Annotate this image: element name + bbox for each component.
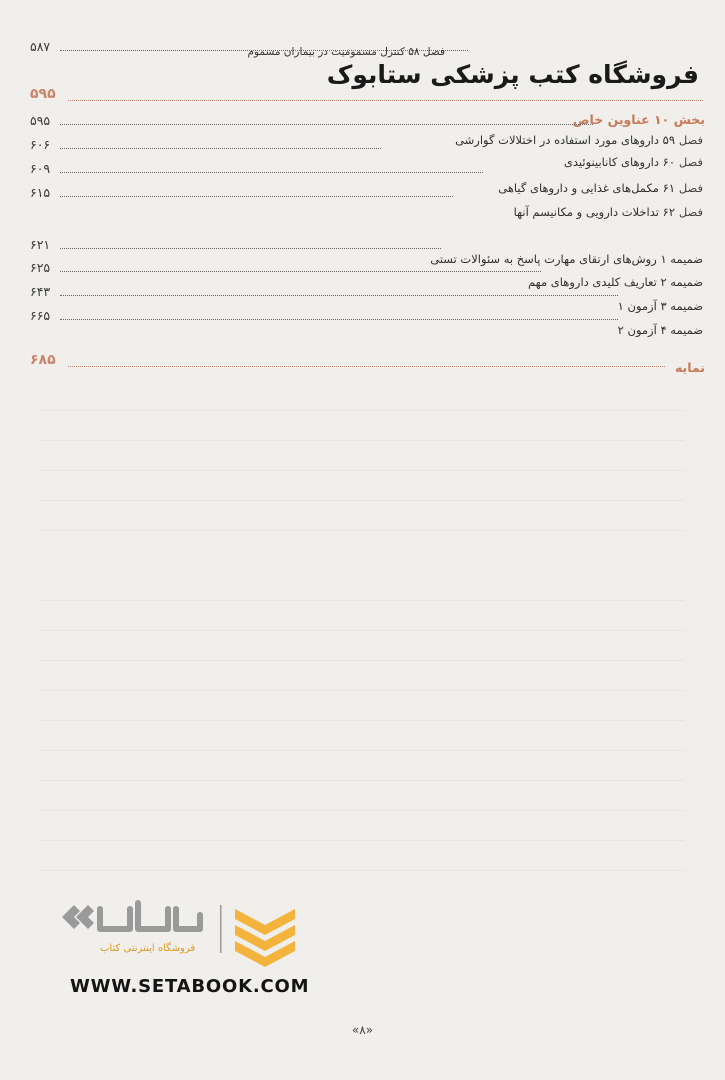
appendix-label: ضمیمه ۲ تعاریف کلیدی داروهای مهم xyxy=(528,275,703,289)
appendix-label: ضمیمه ۴ آزمون ۲ xyxy=(617,323,703,337)
dot-leader xyxy=(60,319,618,320)
page-number: ۶۶۵ xyxy=(30,308,51,323)
toc-row xyxy=(30,108,703,128)
website-url: WWW.SETABOOK.COM xyxy=(70,976,310,997)
dot-leader xyxy=(60,271,541,272)
page-folio: «۸» xyxy=(351,1023,374,1037)
toc-row-appendix-4 xyxy=(30,303,703,337)
orange-dot-rule xyxy=(68,100,703,101)
fasl-word: فصل xyxy=(678,133,703,147)
toc-row xyxy=(30,132,703,152)
toc-row xyxy=(30,180,703,200)
logo-subtitle: فروشگاه اینترنتی کتاب xyxy=(100,943,196,954)
toc-row-chapter-62 xyxy=(30,200,703,220)
toc-row-appendix-2 xyxy=(30,255,703,289)
dot-leader xyxy=(60,295,618,296)
chapter-label: ۶۱ مکمل‌های غذایی و داروهای گیاهی xyxy=(498,181,675,195)
page-number: ۵۹۵ xyxy=(30,113,51,128)
toc-row-appendix-1 xyxy=(30,232,703,266)
toc-row-appendix-3 xyxy=(30,279,703,313)
orange-dot-rule xyxy=(68,366,665,367)
index-title: نمایه xyxy=(674,360,705,375)
fasl-word: فصل xyxy=(678,155,703,169)
page-number: ۶۰۶ xyxy=(30,137,51,152)
page-number: ۵۸۷ xyxy=(30,39,51,54)
chevron-stack-icon xyxy=(60,895,310,970)
fasl-word: فصل xyxy=(678,205,703,219)
dot-leader xyxy=(60,148,381,149)
toc-row xyxy=(30,156,703,176)
chapter-label: ۵۹ داروهای مورد استفاده در اختلالات گوارشی xyxy=(455,133,675,147)
dot-leader xyxy=(60,172,483,173)
appendix-label: ضمیمه ۳ آزمون ۱ xyxy=(617,299,703,313)
page-number: ۶۱۵ xyxy=(30,185,51,200)
part10-title: بخش ۱۰ عناوین خاص xyxy=(572,112,705,127)
page-number: ۶۲۱ xyxy=(30,237,51,252)
appendix-label: ضمیمه ۱ روش‌های ارتقای مهارت پاسخ به سئوالات تستی xyxy=(430,252,703,266)
chapter-label: ۶۲ تداخلات دارویی و مکانیسم آنها xyxy=(513,205,675,219)
store-watermark-title: فروشگاه کتب پزشکی ستابوک xyxy=(323,60,703,89)
part10-page-number: ۵۹۵ xyxy=(30,86,56,102)
setabook-logo xyxy=(60,895,310,970)
fasl-word: فصل xyxy=(678,181,703,195)
page-number: ۶۴۳ xyxy=(30,284,51,299)
dot-leader xyxy=(60,248,441,249)
chapter-label: ۶۰ داروهای کانابینوئیدی xyxy=(563,155,675,169)
dot-leader xyxy=(60,196,453,197)
page-number: ۶۲۵ xyxy=(30,260,51,275)
page-number: ۶۰۹ xyxy=(30,161,51,176)
toc-chapter-58-label: فصل ۵۸ کنترل مسمومیت در بیماران مسموم xyxy=(247,46,445,58)
index-page-number: ۶۸۵ xyxy=(30,352,56,368)
dot-leader xyxy=(60,124,593,125)
